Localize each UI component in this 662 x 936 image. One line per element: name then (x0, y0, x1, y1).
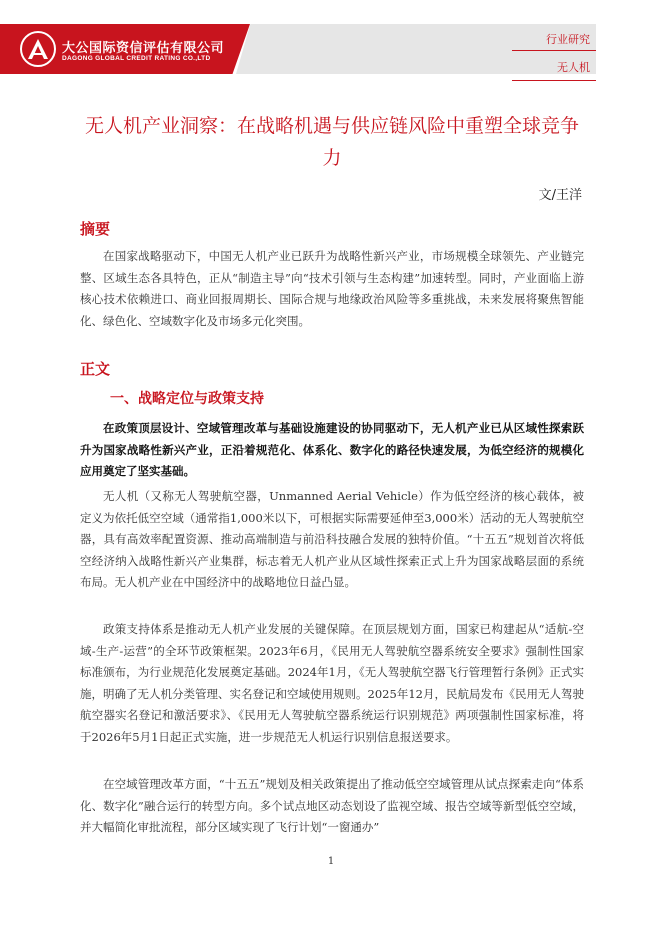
section-heading: 一、战略定位与政策支持 (110, 391, 264, 407)
header-grey-band (236, 24, 596, 74)
report-title: 无人机产业洞察：在战略机遇与供应链风险中重塑全球竞争力 (84, 115, 579, 169)
tag-divider (512, 80, 596, 81)
page-header (0, 0, 662, 90)
category-tag: 行业研究 (546, 33, 590, 46)
company-name-en: DAGONG GLOBAL CREDIT RATING CO.,LTD (62, 55, 211, 62)
body-heading: 正文 (80, 360, 111, 378)
body-paragraph: 政策支持体系是推动无人机产业发展的关键保障。在顶层规划方面，国家已构建起从“适航-空域-生产-运营”的全环节政策框架。2023年6月，《民用无人驾驶航空器系统安全要求》强制性国家标准颁布，为行业规范化发展奠定基础。2024年1月，《无人驾驶航空器飞行管理暂行条例》正式实施，明确了无人机分类管理、实名登记和空域使用规则。2025年12月，民航局发布《民用无人驾驶航空器实名登记和激活要求》、《民用无人驾驶航空器系统运行识别规范》两项强制性国家标准，将于2026年5月1日起正式实施，进一步规范无人机运行识别信息报送要求。 (80, 622, 584, 744)
body-paragraph: 在空域管理改革方面，“十五五”规划及相关政策提出了推动低空空域管理从试点探索走向“体系化、数字化”融合运行的转型方向。多个试点地区动态划设了监视空域、报告空域等新型低空空域，并大幅简化审批流程，部分区域实现了飞行计划“一窗通办” (80, 777, 584, 834)
body-paragraph: 无人机（又称无人驾驶航空器，Unmanned Aerial Vehicle）作为低空经济的核心载体，被定义为依托低空空域（通常指1,000米以下，可根据实际需要延伸至3,000米）活动的无人驾驶航空器，具有高效率配置资源、推动高端制造与前沿科技融合发展的独特价值。“十五五”规划首次将低空经济纳入战略性新兴产业集群，标志着无人机产业从区域性探索正式上升为国家战略层面的系统布局。无人机产业在中国经济中的战略地位日益凸显。 (80, 489, 584, 589)
company-name-cn: 大公国际资信评估有限公司 (62, 41, 225, 56)
abstract-heading: 摘要 (80, 220, 111, 238)
company-logo-icon (20, 31, 56, 67)
tag-divider (512, 50, 596, 51)
author-line: 文/王洋 (538, 188, 582, 203)
topic-tag: 无人机 (557, 61, 590, 74)
lead-paragraph: 在政策顶层设计、空域管理改革与基础设施建设的协同驱动下，无人机产业已从区域性探索跃升为国家战略性新兴产业，正沿着规范化、体系化、数字化的路径快速发展，为低空经济的规模化应用奠定了坚实基础。 (80, 421, 584, 478)
abstract-text: 在国家战略驱动下，中国无人机产业已跃升为战略性新兴产业，市场规模全球领先、产业链完整、区域生态各具特色，正从“制造主导”向“技术引领与生态构建”加速转型。同时，产业面临上游核心技术依赖进口、商业回报周期长、国际合规与地缘政治风险等多重挑战，未来发展将聚焦智能化、绿色化、空域数字化及市场多元化突围。 (80, 249, 584, 328)
page-number: 1 (327, 856, 335, 867)
